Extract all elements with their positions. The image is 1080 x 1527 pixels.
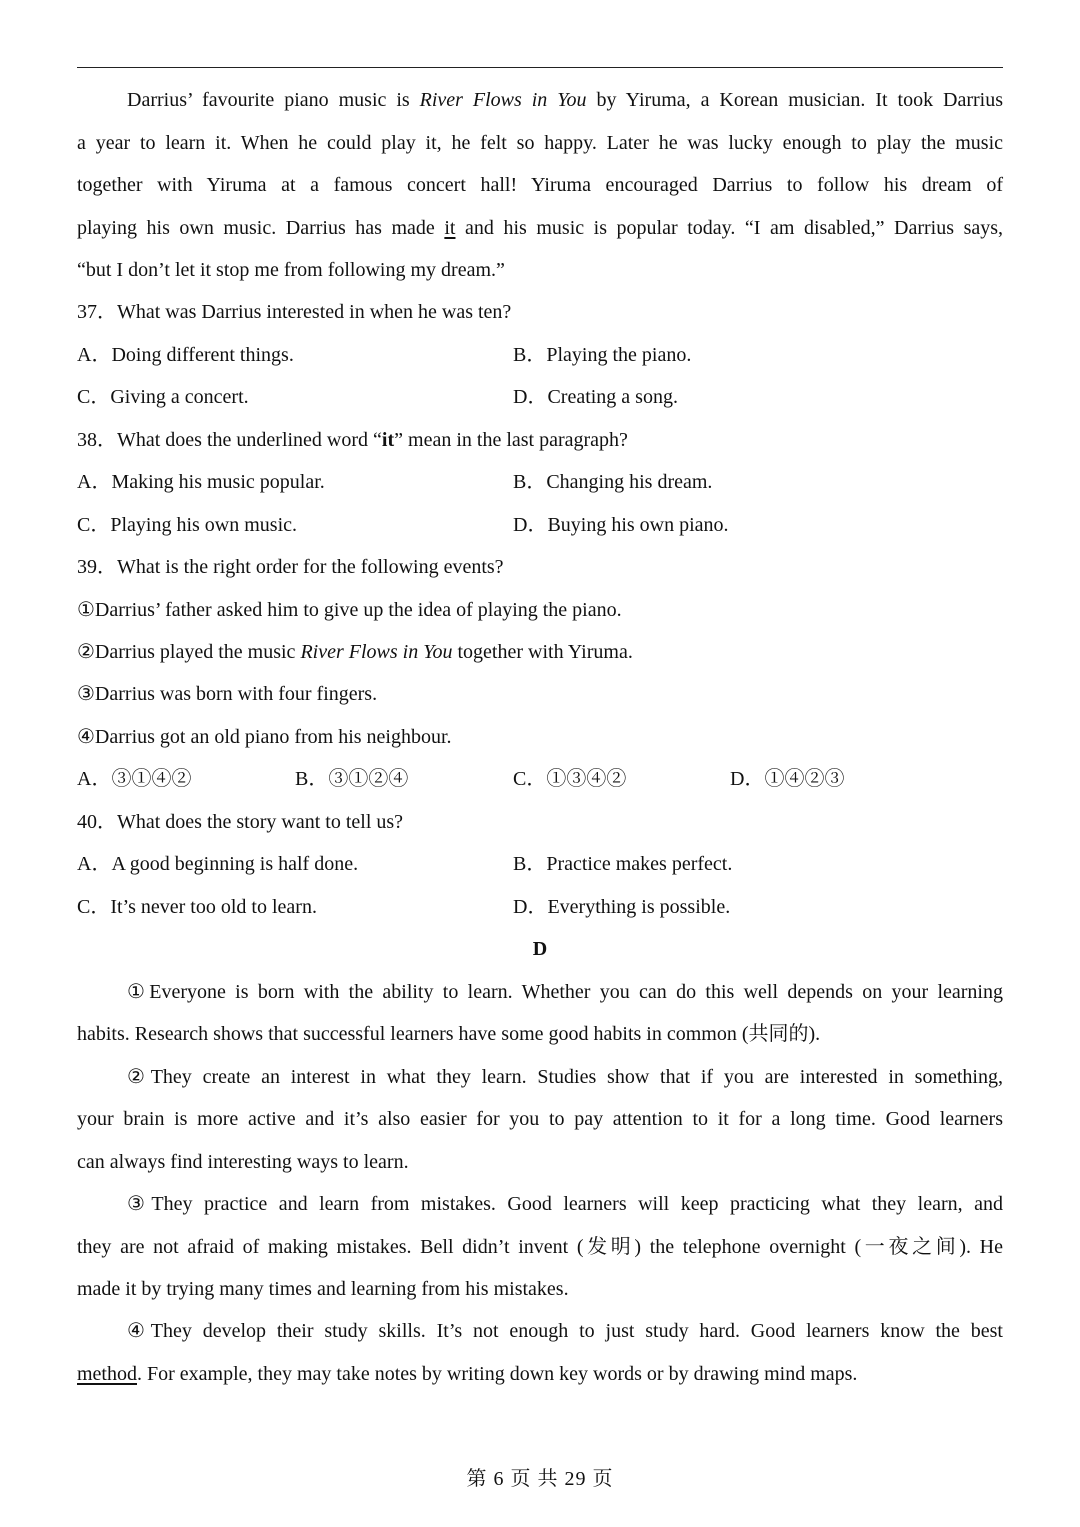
bold-word-it: it — [381, 429, 395, 451]
event-2: ②Darrius played the music River Flows in You together with Yiruma. — [77, 641, 633, 663]
passage-d-p2-line-2: your brain is more active and it’s also easier for you to pay attention to it for a long time. Good learners — [77, 1108, 1003, 1130]
song-title: River Flows in You — [419, 89, 587, 111]
question-38-options-row-2 — [77, 513, 1003, 537]
passage-c-line-3: together with Yiruma at a famous concert hall! Yiruma encouraged Darrius to follow his dream of — [77, 174, 1003, 196]
underlined-word-method: method — [77, 1363, 137, 1385]
q37-option-c[interactable]: C．Giving a concert. — [77, 386, 249, 408]
passage-d-heading: D — [532, 938, 548, 960]
q39-option-c[interactable]: C．①③④② — [513, 768, 627, 790]
question-37-options-row-2 — [77, 385, 1003, 409]
q38-option-a[interactable]: A．Making his music popular. — [77, 471, 325, 493]
passage-d-p4-line-2: method. For example, they may take notes by writing down key words or by drawing mind maps. — [77, 1363, 858, 1385]
passage-c-line-5: “but I don’t let it stop me from following my dream.” — [77, 259, 505, 281]
question-37-options-row-1 — [77, 343, 1003, 367]
passage-d-p3-line-3: made it by trying many times and learning from his mistakes. — [77, 1278, 569, 1300]
passage-d-p3-line-1: ③They practice and learn from mistakes. Good learners will keep practicing what they learn, and — [127, 1193, 1003, 1215]
q38-option-d[interactable]: D．Buying his own piano. — [513, 514, 729, 536]
q39-option-d[interactable]: D．①④②③ — [730, 768, 845, 790]
page-footer: 第 6 页 共 29 页 — [466, 1468, 614, 1490]
passage-c-line-4: playing his own music. Darrius has made it and his music is popular today. “I am disabled,” Darrius says, — [77, 217, 1004, 239]
q37-option-b[interactable]: B．Playing the piano. — [513, 344, 692, 366]
passage-d-p1-line-2: habits. Research shows that successful learners have some good habits in common (共同的). — [77, 1023, 821, 1045]
event-1: ①Darrius’ father asked him to give up the idea of playing the piano. — [77, 599, 622, 621]
q40-option-a[interactable]: A．A good beginning is half done. — [77, 853, 359, 875]
passage-d-p2-line-1: ②They create an interest in what they learn. Studies show that if you are interested in something, — [127, 1066, 1003, 1088]
event-3: ③Darrius was born with four fingers. — [77, 683, 378, 705]
event-4: ④Darrius got an old piano from his neighbour. — [77, 726, 452, 748]
q39-option-a[interactable]: A．③①④② — [77, 768, 192, 790]
question-37-stem: 37．What was Darrius interested in when he was ten? — [77, 301, 512, 323]
question-40-stem: 40．What does the story want to tell us? — [77, 811, 404, 833]
q40-option-b[interactable]: B．Practice makes perfect. — [513, 853, 733, 875]
q38-option-c[interactable]: C．Playing his own music. — [77, 514, 298, 536]
q37-option-a[interactable]: A．Doing different things. — [77, 344, 294, 366]
passage-d-p2-line-3: can always find interesting ways to learn. — [77, 1151, 409, 1173]
q39-option-b[interactable]: B．③①②④ — [295, 768, 409, 790]
underlined-word-it: it — [444, 217, 456, 239]
question-38-stem: 38．What does the underlined word “it” mean in the last paragraph? — [77, 429, 628, 451]
header-rule — [77, 67, 1003, 68]
q40-option-c[interactable]: C．It’s never too old to learn. — [77, 896, 317, 918]
q37-option-d[interactable]: D．Creating a song. — [513, 386, 678, 408]
q40-option-d[interactable]: D．Everything is possible. — [513, 896, 731, 918]
question-38-options-row-1 — [77, 470, 1003, 494]
question-40-options-row-2 — [77, 895, 1003, 919]
question-40-options-row-1 — [77, 852, 1003, 876]
question-39-options — [77, 767, 1003, 791]
song-title: River Flows in You — [300, 641, 453, 663]
passage-d-p4-line-1: ④They develop their study skills. It’s not enough to just study hard. Good learners know the best — [127, 1320, 1003, 1342]
q38-option-b[interactable]: B．Changing his dream. — [513, 471, 713, 493]
passage-d-p1-line-1: ①Everyone is born with the ability to learn. Whether you can do this well depends on your learning — [127, 981, 1003, 1003]
passage-c-line-1: Darrius’ favourite piano music is River Flows in You by Yiruma, a Korean musician. It took Darrius — [127, 89, 1003, 111]
passage-c-line-2: a year to learn it. When he could play it, he felt so happy. Later he was lucky enough to play the music — [77, 132, 1003, 154]
question-39-stem: 39．What is the right order for the following events? — [77, 556, 504, 578]
passage-d-p3-line-2: they are not afraid of making mistakes. Bell didn’t invent (发明) the telephone overnight (一夜之间). He — [77, 1236, 1003, 1258]
